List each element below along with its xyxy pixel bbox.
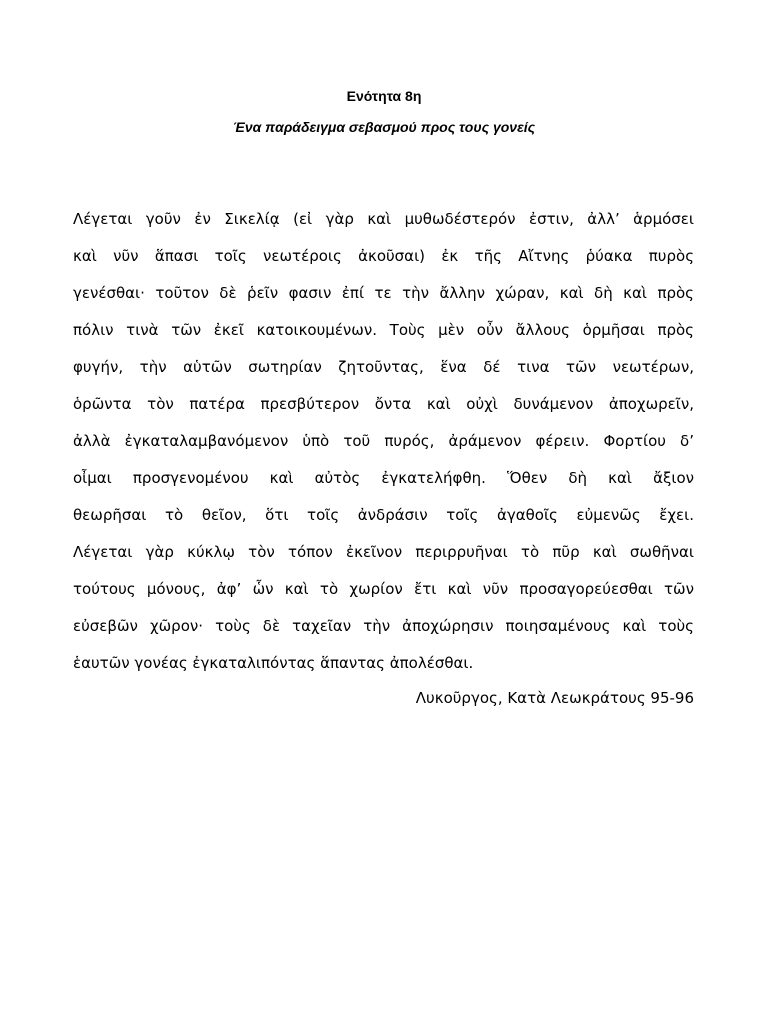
passage-text — [73, 201, 694, 682]
passage-line: ἀλλὰ ἐγκαταλαμβανόμενον ὑπὸ τοῦ πυρός, ἀράμενον φέρειν. Φορτίου δ’ — [73, 432, 694, 450]
passage-line: φυγήν, τὴν αὑτῶν σωτηρίαν ζητοῦντας, ἕνα δέ τινα τῶν νεωτέρων, — [73, 358, 694, 376]
source-attribution: Λυκοῦργος, Κατὰ Λεωκράτους 95-96 — [415, 689, 694, 707]
passage-line: τούτους μόνους, ἀφ’ ὧν καὶ τὸ χωρίον ἔτι καὶ νῦν προσαγορεύεσθαι τῶν — [73, 580, 694, 598]
passage-line: θεωρῆσαι τὸ θεῖον, ὅτι τοῖς ἀνδράσιν τοῖς ἀγαθοῖς εὐμενῶς ἔχει. — [73, 506, 694, 524]
passage-line: ἑαυτῶν γονέας ἐγκαταλιπόντας ἅπαντας ἀπολέσθαι. — [73, 654, 474, 672]
passage-line: Λέγεται γὰρ κύκλῳ τὸν τόπον ἐκεῖνον περιρρυῆναι τὸ πῦρ καὶ σωθῆναι — [73, 543, 694, 561]
passage-line: ὁρῶντα τὸν πατέρα πρεσβύτερον ὄντα καὶ οὐχὶ δυνάμενον ἀποχωρεῖν, — [73, 395, 694, 413]
passage-line: οἶμαι προσγενομένου καὶ αὐτὸς ἐγκατελήφθη. Ὅθεν δὴ καὶ ἄξιον — [73, 469, 694, 487]
section-subheading: Ένα παράδειγμα σεβασμού προς τους γονείς — [232, 119, 536, 135]
passage-line: καὶ νῦν ἅπασι τοῖς νεωτέροις ἀκοῦσαι) ἐκ τῆς Αἴτνης ῥύακα πυρὸς — [73, 247, 694, 265]
section-heading: Ενότητα 8η — [346, 88, 422, 104]
passage-line: εὐσεβῶν χῶρον· τοὺς δὲ ταχεῖαν τὴν ἀποχώρησιν ποιησαμένους καὶ τοὺς — [73, 617, 694, 635]
passage-line: πόλιν τινὰ τῶν ἐκεῖ κατοικουμένων. Τοὺς μὲν οὖν ἄλλους ὁρμῆσαι πρὸς — [73, 321, 694, 339]
passage-line: Λέγεται γοῦν ἐν Σικελίᾳ (εἰ γὰρ καὶ μυθωδέστερόν ἐστιν, ἀλλ’ ἁρμόσει — [73, 210, 694, 228]
passage-line: γενέσθαι· τοῦτον δὲ ῥεῖν φασιν ἐπί τε τὴν ἄλλην χώραν, καὶ δὴ καὶ πρὸς — [73, 284, 694, 302]
